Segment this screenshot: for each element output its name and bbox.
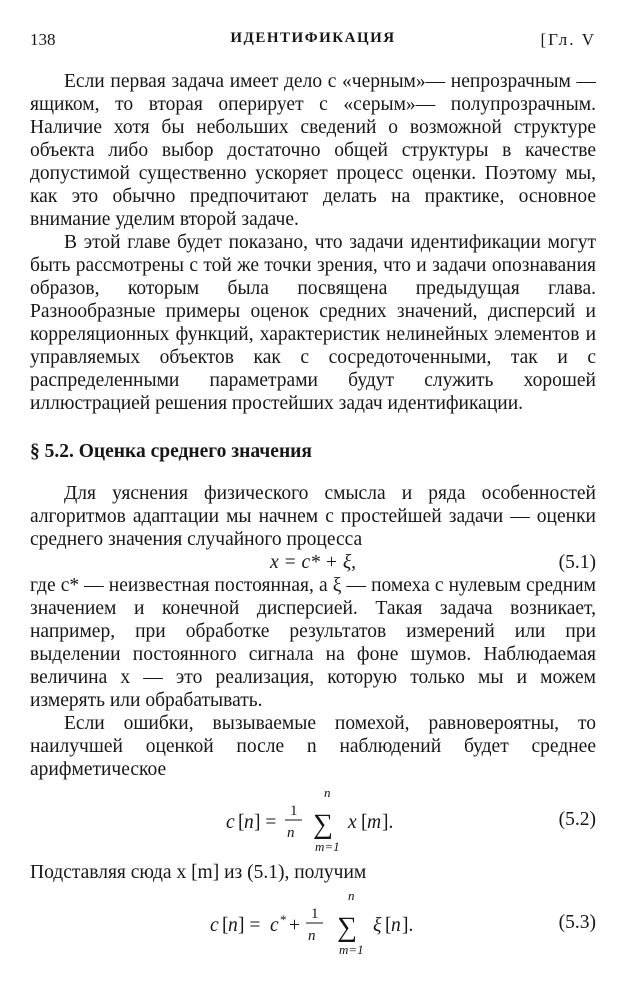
- svg-text:m=1: m=1: [315, 839, 340, 854]
- svg-text:[: [: [238, 812, 245, 833]
- equation-5-1: [30, 551, 596, 574]
- svg-text:n: n: [244, 812, 254, 833]
- svg-text:c: c: [210, 915, 219, 936]
- svg-text:1: 1: [311, 906, 319, 922]
- paragraph-1: Если первая задача имеет дело с «черным»— непрозрачным — ящиком, то вторая оперирует с «серым»— полупрозрачным. Наличие хотя бы небольших сведений о возможной структуре объекта либо выбор достаточно общей структуры в качестве допустимой существенно ускоряет процесс оценки. Поэтому мы, как это обычно предпочитают делать на практике, основное внимание уделим второй задаче.: [30, 71, 596, 230]
- paragraph-5: Если ошибки, вызываемые помехой, равновероятны, то наилучшей оценкой после n наблюдений будет среднее арифметическое: [30, 713, 596, 780]
- paragraph-3: Для уяснения физического смысла и ряда особенностей алгоритмов адаптации мы начнем с простейшей задачи — оценки среднего значения случайного процесса: [30, 483, 596, 550]
- svg-text:n: n: [308, 928, 316, 944]
- svg-text:n: n: [228, 915, 238, 936]
- paragraph-4: где c* — неизвестная постоянная, а ξ — помеха с нулевым средним значением и конечной дисперсией. Такая задача возникает, например, при обработке результатов измерений или при выделении постоянного сигнала на фоне шумов. Наблюдаемая величина x — это реализация, которую только мы и можем измерять или обрабатывать.: [30, 575, 596, 711]
- svg-text:] =: ] =: [238, 915, 261, 936]
- page-body: [30, 70, 596, 964]
- svg-text:m: m: [367, 812, 382, 833]
- svg-text:[: [: [222, 915, 229, 936]
- svg-text:[: [: [361, 812, 368, 833]
- section-title: § 5.2. Оценка среднего значения: [30, 441, 312, 462]
- svg-text:*: *: [280, 912, 287, 927]
- chapter-label: [Гл. V: [540, 30, 596, 49]
- running-title: ИДЕНТИФИКАЦИЯ: [230, 30, 396, 46]
- page-number: 138: [30, 30, 56, 49]
- svg-text:].: ].: [402, 915, 414, 936]
- equation-5-2: [30, 785, 596, 855]
- svg-text:n: n: [287, 825, 295, 841]
- equation-5-2-number: (5.2): [558, 809, 596, 830]
- equation-5-1-number: (5.1): [558, 552, 596, 573]
- svg-text:1: 1: [290, 803, 298, 819]
- svg-text:ξ: ξ: [373, 915, 382, 936]
- svg-text:m=1: m=1: [339, 942, 364, 957]
- svg-text:].: ].: [382, 812, 394, 833]
- svg-text:x: x: [348, 812, 357, 833]
- equation-5-2-formula: [30, 785, 596, 855]
- svg-text:∑: ∑: [313, 809, 333, 840]
- svg-text:n: n: [391, 915, 401, 936]
- running-header: [30, 30, 596, 54]
- paragraph-6: Подставляя сюда x [m] из (5.1), получим: [30, 862, 367, 883]
- equation-5-3-number: (5.3): [558, 912, 596, 933]
- svg-text:] =: ] =: [254, 812, 277, 833]
- svg-text:n: n: [348, 888, 355, 903]
- equation-5-1-body: x = c* + ξ,: [269, 552, 357, 573]
- equation-5-3: [30, 888, 596, 958]
- svg-text:c: c: [270, 915, 279, 936]
- svg-text:n: n: [324, 785, 331, 800]
- svg-text:∑: ∑: [337, 912, 357, 943]
- svg-text:[: [: [385, 915, 392, 936]
- equation-5-3-formula: [30, 888, 596, 958]
- svg-text:+: +: [289, 915, 300, 936]
- svg-text:c: c: [226, 812, 235, 833]
- paragraph-2: В этой главе будет показано, что задачи идентификации могут быть рассмотрены с той же точки зрения, что и задачи опознавания образов, которым была посвящена предыдущая глава. Разнообразные примеры оценок средних значений, дисперсий и корреляционных функций, характеристик нелинейных элементов и управляемых объектов как с сосредоточенными, так и с распределенными параметрами будут служить хорошей иллюстрацией решения простейших задач идентификации.: [30, 232, 596, 414]
